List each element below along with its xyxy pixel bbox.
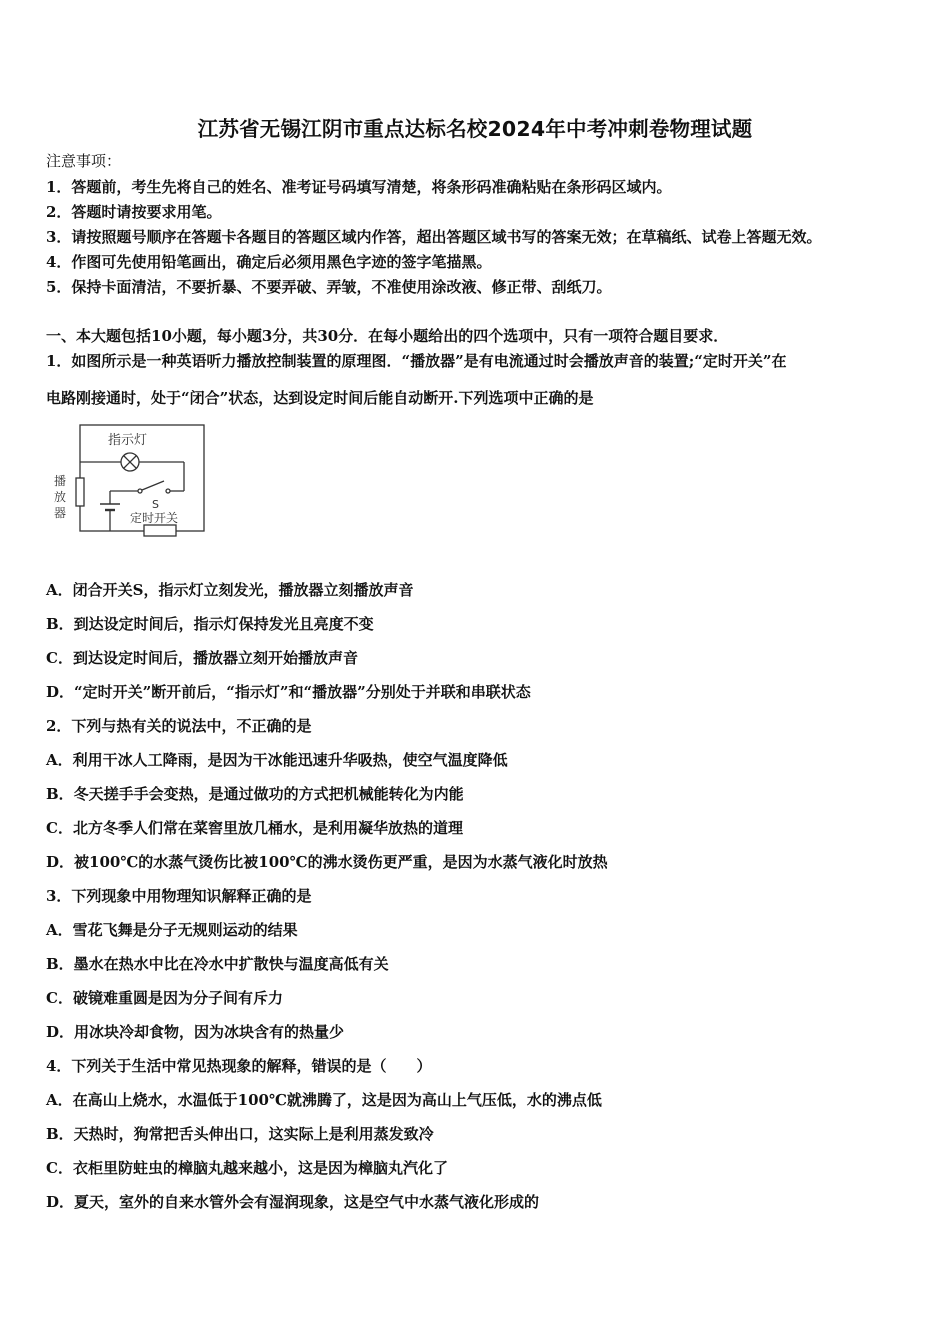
answer-option: D．被100℃的水蒸气烫伤比被100℃的沸水烫伤更严重，是因为水蒸气液化时放热 bbox=[46, 853, 608, 871]
answer-option: A．在高山上烧水，水温低于100℃就沸腾了，这是因为高山上气压低，水的沸点低 bbox=[46, 1091, 602, 1109]
question-stem: 3．下列现象中用物理知识解释正确的是 bbox=[46, 887, 312, 905]
notice-header: 注意事项： bbox=[46, 152, 122, 170]
player-label: 播 bbox=[54, 474, 67, 488]
lamp-label: 指示灯 bbox=[108, 433, 148, 448]
notice-item: 5．保持卡面清洁，不要折暴、不要弄破、弄皱，不准使用涂改液、修正带、刮纸刀。 bbox=[46, 278, 612, 296]
notice-item: 1．答题前，考生先将自己的姓名、准考证号码填写清楚，将条形码准确粘贴在条形码区域内。 bbox=[46, 178, 672, 196]
question-stem: 2．下列与热有关的说法中，不正确的是 bbox=[46, 717, 312, 735]
answer-option: D．用冰块冷却食物，因为冰块含有的热量少 bbox=[46, 1023, 345, 1041]
player-label: 放 bbox=[54, 490, 67, 504]
answer-option: C．破镜难重圆是因为分子间有斥力 bbox=[46, 989, 283, 1007]
answer-option: B．冬天搓手手会变热，是通过做功的方式把机械能转化为内能 bbox=[46, 785, 464, 803]
answer-option: B．到达设定时间后，指示灯保持发光且亮度不变 bbox=[46, 615, 374, 633]
section-header: 一、本大题包括10小题，每小题3分，共30分．在每小题给出的四个选项中，只有一项符合题目要求． bbox=[46, 327, 729, 345]
question-stem: 电路刚接通时，处于“闭合”状态，达到设定时间后能自动断开.下列选项中正确的是 bbox=[46, 389, 594, 407]
answer-option: C．到达设定时间后，播放器立刻开始播放声音 bbox=[46, 649, 358, 667]
timer-switch-icon bbox=[144, 525, 176, 536]
page-title: 江苏省无锡江阴市重点达标名校2024年中考冲刺卷物理试题 bbox=[197, 117, 753, 141]
answer-option: C．衣柜里防蛀虫的樟脑丸越来越小，这是因为樟脑丸汽化了 bbox=[46, 1159, 448, 1177]
answer-option: D．“定时开关”断开前后，“指示灯”和“播放器”分别处于并联和串联状态 bbox=[46, 683, 531, 701]
notice-item: 2．答题时请按要求用笔。 bbox=[46, 203, 222, 221]
answer-option: A．闭合开关S，指示灯立刻发光，播放器立刻播放声音 bbox=[46, 581, 414, 599]
player-label: 器 bbox=[54, 506, 67, 520]
answer-option: D．夏天，室外的自来水管外会有湿润现象，这是空气中水蒸气液化形成的 bbox=[46, 1193, 540, 1211]
notice-item: 4．作图可先使用铅笔画出，确定后必须用黑色字迹的签字笔描黑。 bbox=[46, 253, 492, 271]
answer-option: B．墨水在热水中比在冷水中扩散快与温度高低有关 bbox=[46, 955, 389, 973]
answer-option: A．利用干冰人工降雨，是因为干冰能迅速升华吸热，使空气温度降低 bbox=[46, 751, 508, 769]
timer-label: 定时开关 bbox=[130, 511, 179, 525]
player-resistor-icon bbox=[76, 478, 84, 506]
question-stem: 4．下列关于生活中常见热现象的解释，错误的是（ ） bbox=[46, 1057, 432, 1075]
switch-label: S bbox=[152, 498, 159, 511]
answer-option: C．北方冬季人们常在菜窖里放几桶水，是利用凝华放热的道理 bbox=[46, 819, 463, 837]
answer-option: B．天热时，狗常把舌头伸出口，这实际上是利用蒸发致冷 bbox=[46, 1125, 434, 1143]
question-stem: 1．如图所示是一种英语听力播放控制装置的原理图．“播放器”是有电流通过时会播放声音的装置;“定时开关”在 bbox=[46, 352, 787, 370]
circuit-diagram bbox=[50, 424, 210, 540]
switch-icon bbox=[138, 489, 142, 493]
notice-item: 3．请按照题号顺序在答题卡各题目的答题区域内作答，超出答题区域书写的答案无效；在草稿纸、试卷上答题无效。 bbox=[46, 228, 822, 246]
answer-option: A．雪花飞舞是分子无规则运动的结果 bbox=[46, 921, 298, 939]
